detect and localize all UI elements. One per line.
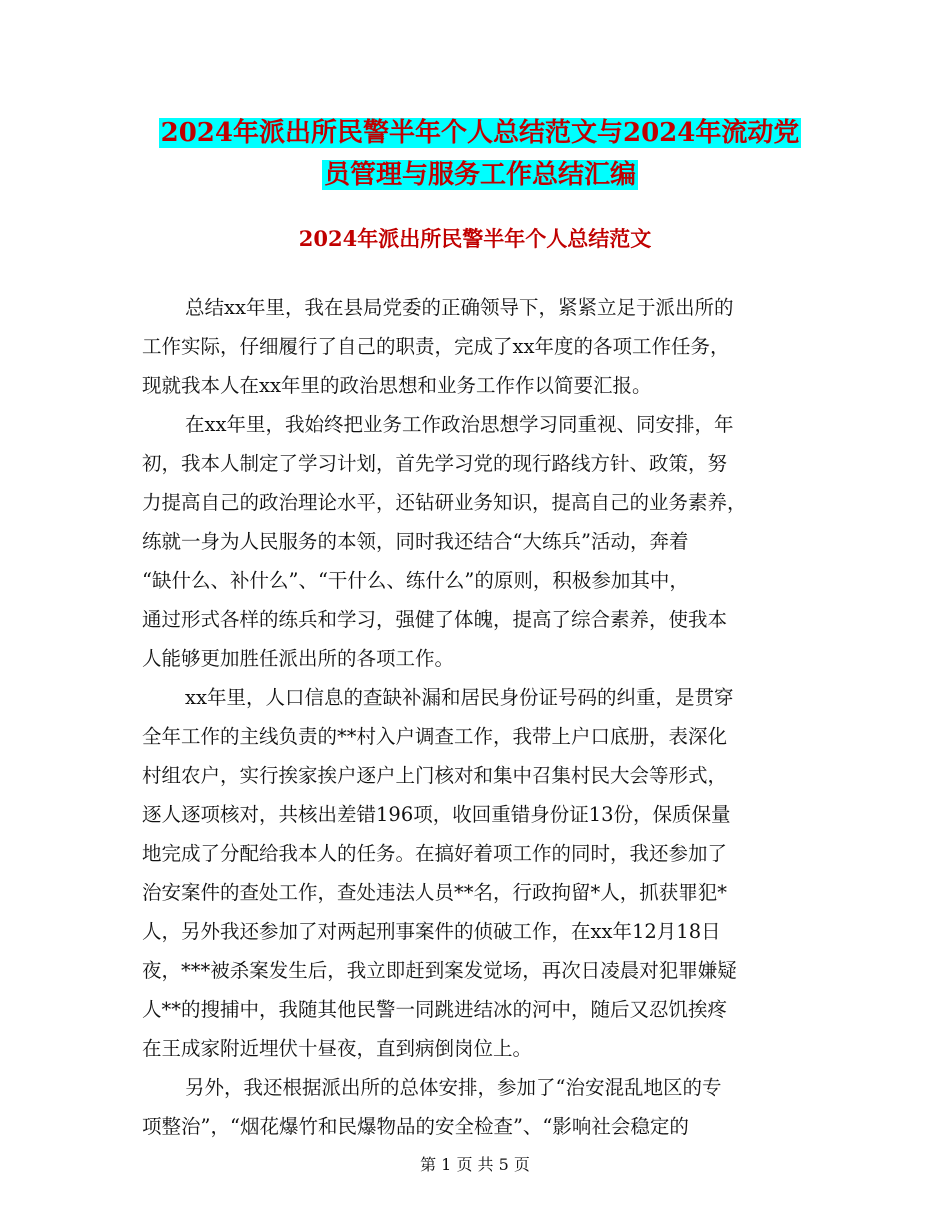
- paragraph-line: 治安案件的查处工作，查处违法人员**名，行政拘留*人，抓获罪犯*: [142, 881, 728, 904]
- paragraph-line: 人**的搜捕中，我随其他民警一同跳进结冰的河中，随后又忍饥挨疼: [142, 998, 728, 1021]
- paragraph-line: 人，另外我还参加了对两起刑事案件的侦破工作，在xx年12月18日: [142, 920, 721, 943]
- paragraph-line: 力提高自己的政治理论水平，还钻研业务知识，提高自己的业务素养，: [142, 491, 747, 514]
- paragraph-line: 通过形式各样的练兵和学习，强健了体魄，提高了综合素养，使我本: [142, 608, 728, 631]
- body-text: [142, 288, 810, 1146]
- document-title-line-2: [130, 152, 830, 198]
- document-title-line-1-text: 2024年派出所民警半年个人总结范文与2024年流动党: [160, 118, 800, 148]
- paragraph-line: 逐人逐项核对，共核出差错196项，收回重错身份证13份，保质保量: [142, 803, 731, 826]
- paragraph-line: 项整治”，“烟花爆竹和民爆物品的安全检查”、“影响社会稳定的: [142, 1115, 689, 1138]
- paragraph-line: 村组农户，实行挨家挨户逐户上门核对和集中召集村民大会等形式，: [142, 764, 728, 787]
- paragraph-line: 现就我本人在xx年里的政治思想和业务工作作以简要汇报。: [142, 374, 652, 397]
- paragraph-line: 初，我本人制定了学习计划，首先学习党的现行路线方针、政策，努: [142, 452, 728, 475]
- paragraph-line: 总结xx年里，我在县局党委的正确领导下，紧紧立足于派出所的: [185, 296, 734, 319]
- paragraph-line: 另外，我还根据派出所的总体安排，参加了“治安混乱地区的专: [185, 1076, 722, 1099]
- document-title-line-2-text: 员管理与服务工作总结汇编: [323, 160, 636, 190]
- paragraph-line: 地完成了分配给我本人的任务。在搞好着项工作的同时，我还参加了: [142, 842, 728, 865]
- paragraph-line: 全年工作的主线负责的**村入户调查工作，我带上户口底册，表深化: [142, 725, 728, 748]
- paragraph-line: 人能够更加胜任派出所的各项工作。: [142, 647, 455, 670]
- paragraph-line: 在xx年里，我始终把业务工作政治思想学习同重视、同安排，年: [185, 413, 734, 436]
- paragraph-line: xx年里，人口信息的查缺补漏和居民身份证号码的纠重，是贯穿: [185, 686, 734, 709]
- paragraph-line: 在王成家附近埋伏十昼夜，直到病倒岗位上。: [142, 1037, 533, 1060]
- paragraph-line: 工作实际，仔细履行了自己的职责，完成了xx年度的各项工作任务，: [142, 335, 730, 358]
- paragraph-line: “缺什么、补什么”、“干什么、练什么”的原则，积极参加其中，: [142, 569, 689, 592]
- document-title-line-1: [130, 110, 830, 156]
- section-title: 2024年派出所民警半年个人总结范文: [298, 226, 652, 251]
- paragraph-line: 练就一身为人民服务的本领，同时我还结合“大练兵”活动，奔着: [142, 530, 689, 553]
- paragraph-line: 夜，***被杀案发生后，我立即赶到案发觉场，再次日凌晨对犯罪嫌疑: [142, 959, 737, 982]
- page-footer: 第 1 页 共 5 页: [420, 1155, 530, 1174]
